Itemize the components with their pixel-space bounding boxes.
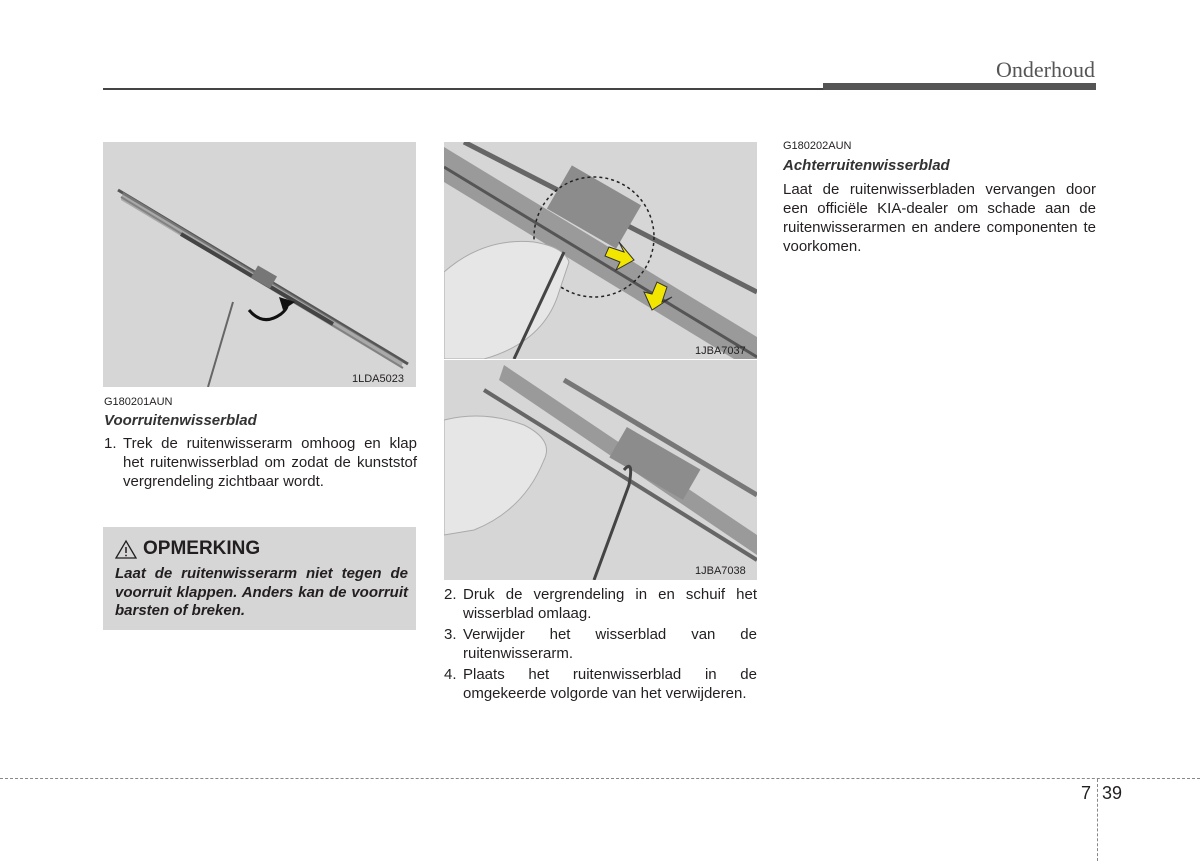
step-item [444,585,757,623]
steps-list-2 [444,585,757,705]
figure-lock-press [444,142,757,359]
step-number: 3. [444,626,457,643]
step-item [104,434,417,491]
step-item [444,665,757,703]
header-rule [103,88,823,90]
footer-rule [0,778,1200,779]
step-number: 4. [444,666,457,683]
page-number: 39 [1102,783,1123,803]
step-text: Verwijder het wisserblad van de ruitenwisserarm. [463,626,757,662]
notice-heading: OPMERKING [143,538,261,559]
step-text: Plaats het ruitenwisserblad in de omgekeerde volgorde van het verwijderen. [463,666,757,702]
section-heading: Achterruitenwisserblad [783,157,950,174]
notice-text: Laat de ruitenwisserarm niet tegen de voorruit klappen. Anders kan de voorruit barsten of breken. [115,565,408,619]
figure-code: 1JBA7037 [695,345,746,357]
notice-header [115,538,260,560]
header-rule-accent [823,83,1096,90]
wiper-raised-illustration [103,142,416,387]
notice-box [103,527,416,630]
step-text: Druk de vergrendeling in en schuif het wisserblad omlaag. [463,586,757,622]
section-title: Onderhoud [996,57,1095,82]
step-item [444,625,757,663]
footer-divider [1097,779,1098,861]
section-code: G180201AUN [104,396,173,408]
step-number: 1. [104,435,117,452]
rear-wiper-text: Laat de ruitenwisserbladen vervangen door een officiële KIA-dealer om schade aan de ruitenwisserarmen en andere componenten te voorkomen. [783,181,1096,255]
chapter-number: 7 [1081,783,1092,803]
section-code: G180202AUN [783,140,852,152]
warning-icon [115,539,137,559]
figure-code: 1LDA5023 [352,373,404,385]
step-number: 2. [444,586,457,603]
steps-list-1 [104,434,417,493]
blade-slide-illustration [444,360,757,580]
figure-code: 1JBA7038 [695,565,746,577]
lock-press-illustration [444,142,757,359]
step-text: Trek de ruitenwisserarm omhoog en klap het ruitenwisserblad om zodat de kunststof vergrendeling zichtbaar wordt. [123,435,417,490]
section-heading: Voorruitenwisserblad [104,412,257,429]
figure-wiper-raised [103,142,416,387]
figure-blade-slide [444,360,757,580]
